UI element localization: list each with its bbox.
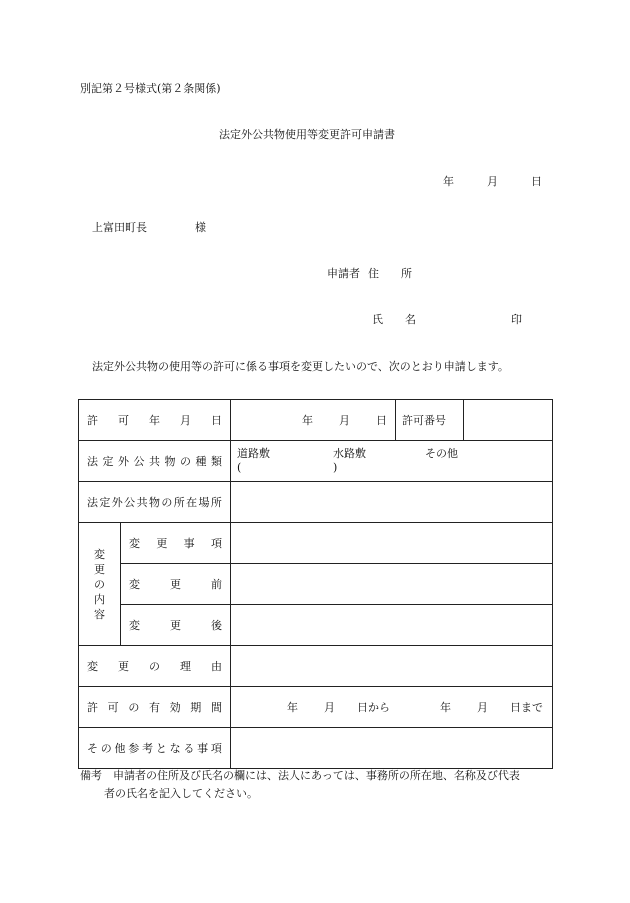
row-change-item: [79, 523, 553, 564]
name-label-1: 氏: [372, 313, 383, 326]
reason-label-cell: [79, 646, 231, 687]
applicant-address-row: [327, 265, 412, 281]
type-options: [237, 447, 546, 475]
row-location: [79, 482, 553, 523]
permit-year: 年: [302, 414, 313, 427]
validity-value-cell[interactable]: [231, 687, 553, 728]
change-after-label-cell: [121, 605, 231, 646]
type-label-cell: [79, 441, 231, 482]
application-date: [443, 173, 542, 189]
permit-day: 日: [376, 414, 387, 427]
permit-date-value-cell[interactable]: [231, 400, 396, 441]
applicant-label: 申請者: [327, 267, 360, 280]
change-group-label: 変 更 の 内 容: [79, 523, 121, 646]
type-value-cell[interactable]: [231, 441, 553, 482]
reason-value[interactable]: [231, 646, 553, 687]
row-other: [79, 728, 553, 769]
date-month: 月: [487, 175, 498, 188]
to-month: 月: [477, 701, 488, 714]
change-item-label: 変 更 事 項: [129, 537, 222, 550]
row-permit-date: [79, 400, 553, 441]
date-year: 年: [443, 175, 454, 188]
seal-mark: 印: [511, 313, 522, 326]
row-change-before: [79, 564, 553, 605]
lead-text: 法定外公共物の使用等の許可に係る事項を変更したいので、次のとおり申請します。: [92, 360, 509, 373]
permit-month: 月: [339, 414, 350, 427]
addressee-suffix: 様: [195, 221, 206, 234]
from-month: 月: [324, 701, 335, 714]
type-waterway[interactable]: 水路敷: [333, 447, 366, 460]
change-before-label-cell: [121, 564, 231, 605]
applicant-name-row: [372, 311, 522, 327]
change-before-label: 変 更 前: [129, 578, 222, 591]
paren-open: (: [237, 461, 242, 474]
permit-number-label: 許可番号: [396, 400, 464, 441]
location-label-cell: [79, 482, 231, 523]
location-label: 法 定 外 公 共 物 の 所 在 場 所: [87, 496, 222, 509]
to-day: 日まで: [510, 701, 543, 714]
permit-date-label-cell: [79, 400, 231, 441]
change-after-value[interactable]: [231, 605, 553, 646]
addressee: [92, 219, 206, 235]
row-validity: [79, 687, 553, 728]
from-year: 年: [287, 701, 298, 714]
type-road[interactable]: 道路敷: [237, 447, 270, 460]
other-label: そ の 他 参 考 と な る 事 項: [87, 742, 222, 755]
permit-number-value[interactable]: [464, 400, 553, 441]
application-table: [78, 399, 553, 769]
row-change-after: [79, 605, 553, 646]
permit-date-label: 許 可 年 月 日: [87, 414, 222, 427]
row-type: [79, 441, 553, 482]
name-label-2: 名: [405, 313, 416, 326]
type-label: 法 定 外 公 共 物 の 種 類: [87, 455, 222, 468]
addressee-name: 上富田町長: [92, 221, 147, 234]
other-value[interactable]: [231, 728, 553, 769]
to-year: 年: [440, 701, 451, 714]
remarks-line-2: 者の氏名を記入してください。: [104, 787, 258, 800]
reason-label: 変 更 の 理 由: [87, 660, 222, 673]
change-after-label: 変 更 後: [129, 619, 222, 632]
change-item-value[interactable]: [231, 523, 553, 564]
document-title: 法定外公共物使用等変更許可申請書: [219, 128, 395, 141]
validity-label-cell: [79, 687, 231, 728]
remarks-line-1: 備考 申請者の住所及び氏名の欄には、法人にあっては、事務所の所在地、名称及び代表: [80, 769, 520, 782]
row-reason: [79, 646, 553, 687]
from-day: 日から: [357, 701, 390, 714]
change-before-value[interactable]: [231, 564, 553, 605]
address-label: 住 所: [368, 267, 412, 280]
date-day: 日: [531, 175, 542, 188]
form-code: 別記第２号様式(第２条関係): [80, 82, 221, 95]
validity-label: 許 可 の 有 効 期 間: [87, 701, 222, 714]
type-other[interactable]: その他: [425, 447, 458, 460]
change-item-label-cell: [121, 523, 231, 564]
remarks: [80, 767, 552, 803]
other-label-cell: [79, 728, 231, 769]
paren-close: ): [333, 461, 338, 474]
location-value[interactable]: [231, 482, 553, 523]
